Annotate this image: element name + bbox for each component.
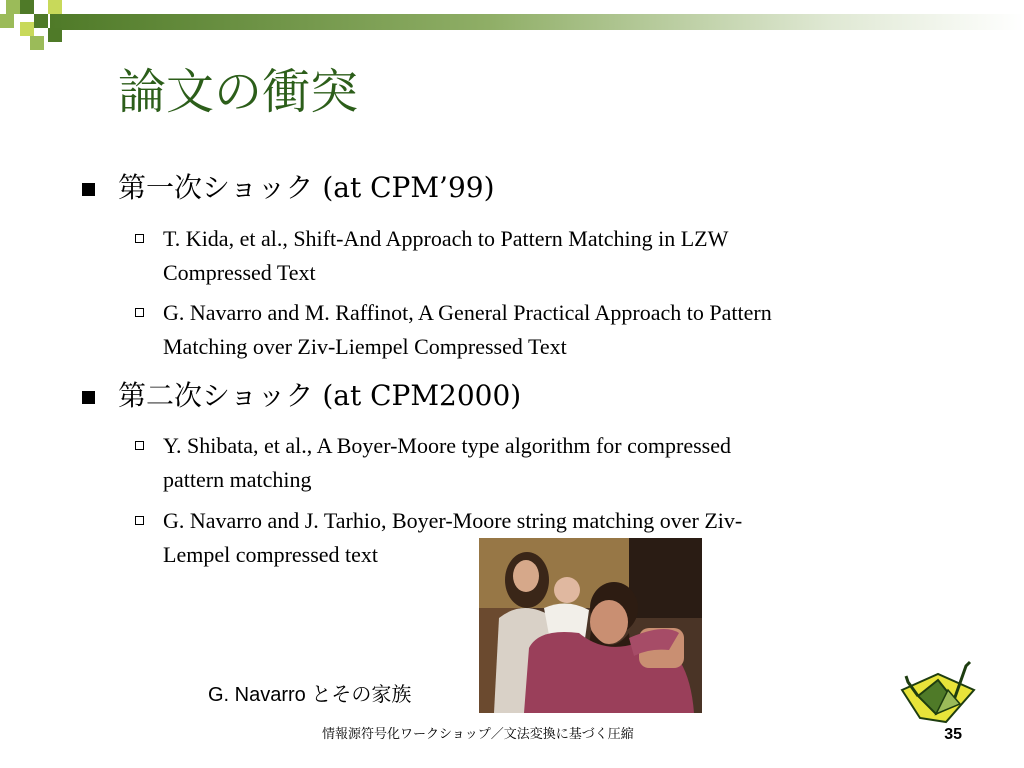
decor-square xyxy=(30,36,44,50)
filled-square-icon xyxy=(82,183,95,196)
bullet-heading-1 xyxy=(118,171,998,205)
origami-crane-icon xyxy=(898,660,978,728)
reference-line: G. Navarro and M. Raffinot, A General Practical Approach to Pattern xyxy=(163,300,772,325)
decor-square xyxy=(34,14,48,28)
decor-square xyxy=(20,22,34,36)
reference-line: Matching over Ziv-Liempel Compressed Text xyxy=(163,334,567,359)
decor-square xyxy=(48,0,62,14)
reference-line: pattern matching xyxy=(163,467,312,492)
slide-title: 論文の衝突 xyxy=(118,64,359,120)
footer-text: 情報源符号化ワークショップ／文法変換に基づく圧縮 xyxy=(322,727,634,742)
reference-item xyxy=(163,429,963,497)
reference-line: G. Navarro and J. Tarhio, Boyer-Moore string matching over Ziv- xyxy=(163,508,743,533)
hollow-square-icon xyxy=(135,234,144,243)
reference-line: Compressed Text xyxy=(163,260,316,285)
reference-item xyxy=(163,296,963,364)
page-number: 35 xyxy=(944,726,962,743)
decor-square xyxy=(20,0,34,14)
decor-square xyxy=(48,28,62,42)
heading-text: 第二次ショック (at CPM2000) xyxy=(118,379,522,412)
bullet-heading-2 xyxy=(118,379,998,413)
hollow-square-icon xyxy=(135,516,144,525)
filled-square-icon xyxy=(82,391,95,404)
decor-square xyxy=(6,0,20,14)
photo-caption: G. Navarro とその家族 xyxy=(208,684,412,706)
reference-line: Lempel compressed text xyxy=(163,542,379,567)
header-gradient-bar xyxy=(50,14,1024,30)
origami-crane-logo xyxy=(898,660,978,728)
decor-square xyxy=(0,14,14,28)
family-photo-image xyxy=(479,538,702,713)
family-photo xyxy=(479,538,702,713)
reference-line: Y. Shibata, et al., A Boyer-Moore type algorithm for compressed xyxy=(163,433,731,458)
reference-line: T. Kida, et al., Shift-And Approach to Pattern Matching in LZW xyxy=(163,226,729,251)
hollow-square-icon xyxy=(135,308,144,317)
hollow-square-icon xyxy=(135,441,144,450)
reference-item xyxy=(163,222,963,290)
header-decoration xyxy=(0,0,1024,50)
heading-text: 第一次ショック (at CPM’99) xyxy=(118,171,495,204)
